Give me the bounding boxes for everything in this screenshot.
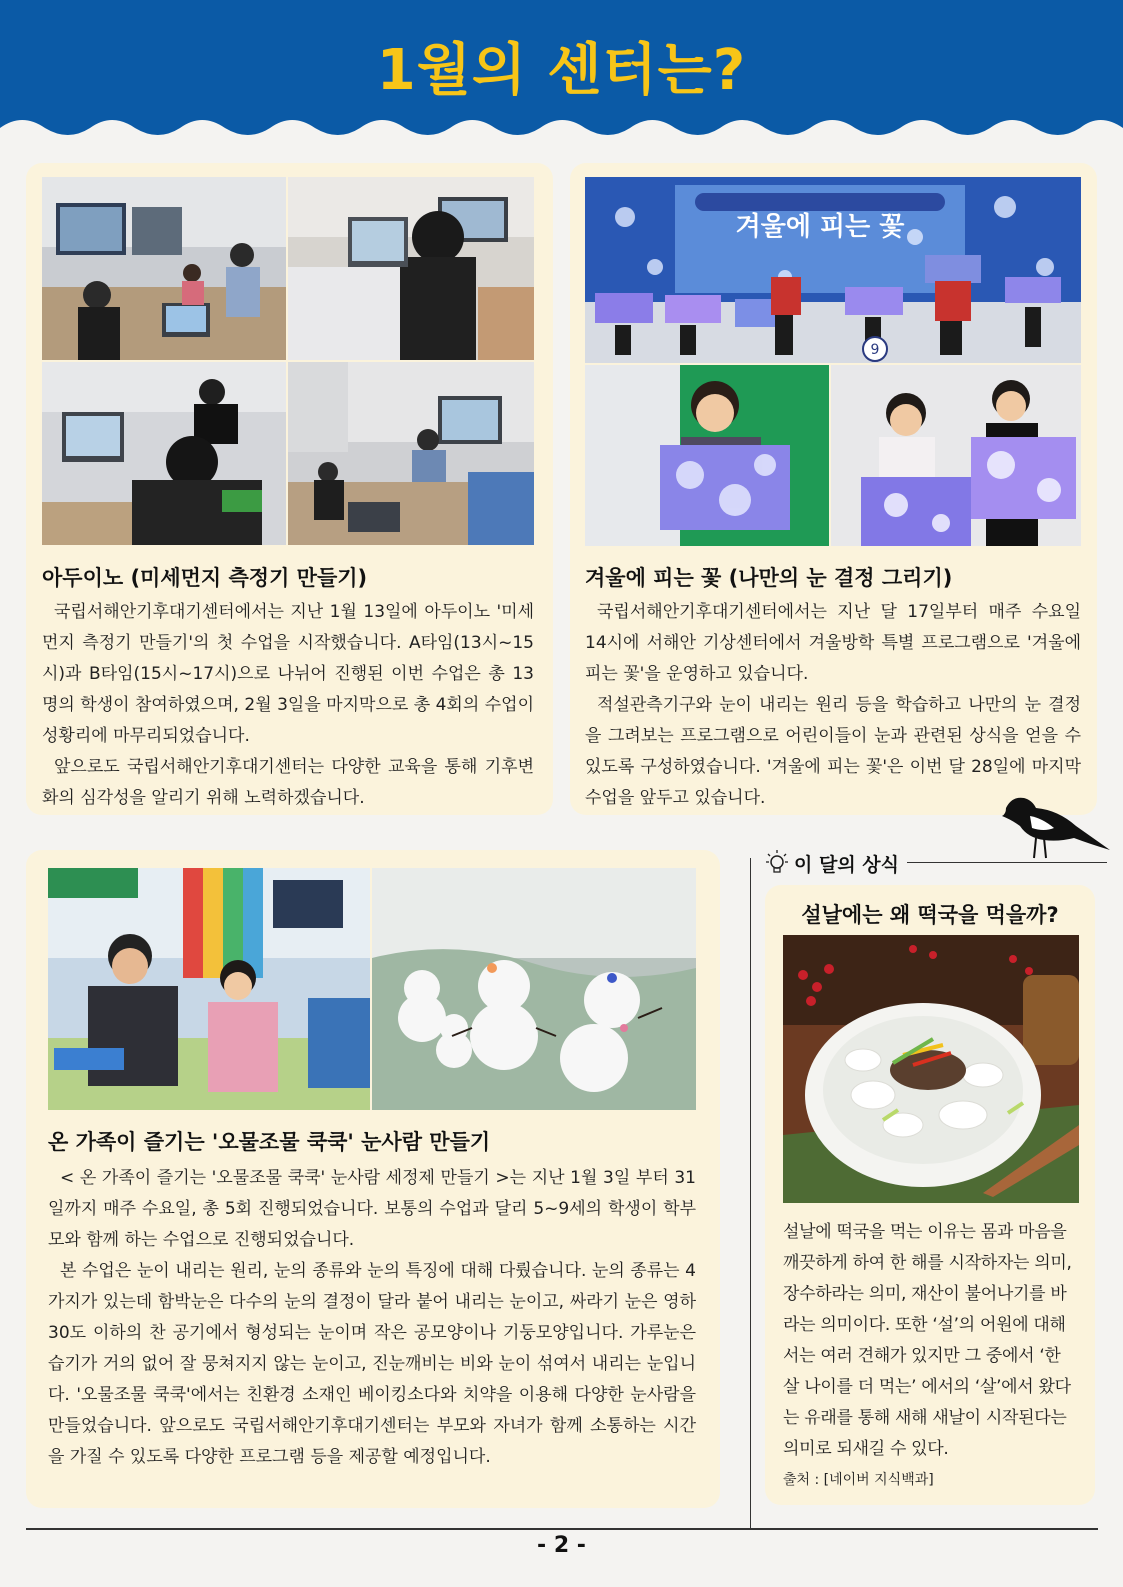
tip-card: [765, 885, 1095, 1505]
snowman-photo-icon: [372, 868, 696, 1110]
tip-section-header: [760, 848, 1120, 878]
article-paragraph: 국립서해안기후대기센터에서는 지난 달 17일부터 매주 수요일 14시에 서해안 기상센터에서 겨울방학 특별 프로그램으로 '겨울에 피는 꽃'을 운영하고 있습니다.: [585, 602, 1081, 684]
column-divider: [750, 858, 751, 1528]
portrait-photo-icon: [831, 365, 1081, 546]
article-card-winter-flower: [570, 163, 1097, 815]
article-body: [42, 597, 534, 814]
lightbulb-icon: [766, 850, 788, 876]
photo-banner-label: 겨울에 피는 꽃: [735, 212, 905, 242]
article-title: 겨울에 피는 꽃 (나만의 눈 결정 그리기): [585, 566, 953, 590]
article-paragraph: < 온 가족이 즐기는 '오물조물 쿡쿡' 눈사람 세정제 만들기 >는 지난 1월 3일 부터 31일까지 매주 수요일, 총 5회 진행되었습니다. 보통의 수업과 달리 5~9세의 학생이 학부모와 함께 하는 수업으로 진행되었습니다.: [48, 1168, 696, 1250]
tteokguk-photo-icon: [783, 935, 1079, 1203]
page-title: 1월의 센터는?: [376, 38, 747, 103]
tip-title: 설날에는 왜 떡국을 먹을까?: [801, 903, 1059, 927]
article-body: [585, 597, 1081, 814]
footer-rule: [26, 1528, 1098, 1530]
photo-classroom-2: [288, 177, 534, 360]
photo-classroom-3: [42, 362, 286, 545]
classroom-photo-icon: [42, 362, 286, 545]
photo-snowmen-craft: [372, 868, 696, 1110]
photo-family-class: [48, 868, 370, 1110]
tip-source: 출처 : [네이버 지식백과]: [783, 1472, 934, 1488]
article-paragraph: 본 수업은 눈이 내리는 원리, 눈의 종류와 눈의 특징에 대해 다뤘습니다. 눈의 종류는 4가지가 있는데 함박눈은 다수의 눈의 결정이 달라 붙어 내리는 눈이고, 싸라기 눈은 영하 30도 이하의 찬 공기에서 형성되는 눈이며 작은 공모양이나 기둥모양입니다. 가루눈은 습기가 거의 없어 잘 뭉쳐지지 않는 눈이고, 진눈깨비는 비와 눈이 섞여서 내리는 눈입니다. '오물조물 쿡쿡'에서는 친환경 소재인 베이킹소다와 치약을 이용해 다양한 눈사람을 만들었습니다. 앞으로도 국립서해안기후대기센터는 부모와 자녀가 함께 소통하는 시간을 가질 수 있도록 다양한 프로그램 등을 제공할 예정입니다.: [48, 1261, 696, 1467]
photo-classroom-4: [288, 362, 534, 545]
photo-number-label: 9: [870, 342, 880, 358]
photo-children-with-art: [831, 365, 1081, 546]
tip-body: 설날에 떡국을 먹는 이유는 몸과 마음을 깨끗하게 하여 한 해를 시작하자는 의미, 장수하라는 의미, 재산이 불어나기를 바라는 의미이다. 또한 ‘설’의 어원에 대해서는 여러 견해가 있지만 그 중에서 ‘한 살 나이를 더 먹는’ 에서의 ‘살’에서 왔다는 유래를 통해 새해 새날이 시작된다는 의미로 되새길 수 있다.: [783, 1222, 1072, 1459]
article-paragraph: 국립서해안기후대기센터에서는 지난 1월 13일에 아두이노 '미세먼지 측정기 만들기'의 첫 수업을 시작했습니다. A타임(13시~15시)과 B타임(15시~17시)으로 나뉘어 진행된 이번 수업은 총 13명의 학생이 참여하였으며, 2월 3일을 마지막으로 총 4회의 수업이 성황리에 마무리되었습니다.: [42, 602, 534, 746]
article-paragraph: 적설관측기구와 눈이 내리는 원리 등을 학습하고 나만의 눈 결정을 그려보는 프로그램으로 어린이들이 눈과 관련된 상식을 얻을 수 있도록 구성하였습니다. '겨울에 피는 꽃'은 이번 달 28일에 마지막 수업을 앞두고 있습니다.: [585, 695, 1081, 808]
article-card-snowman: [26, 850, 720, 1508]
article-title: 온 가족이 즐기는 '오물조물 쿡쿡' 눈사람 만들기: [48, 1130, 491, 1154]
page-number: - 2 -: [537, 1533, 586, 1558]
photo-group-snowflake-art: [585, 177, 1081, 363]
article-body: [48, 1163, 696, 1473]
tip-section-rule: [907, 862, 1107, 863]
article-card-arduino: [26, 163, 553, 815]
article-paragraph: 앞으로도 국립서해안기후대기센터는 다양한 교육을 통해 기후변화의 심각성을 알리기 위해 노력하겠습니다.: [42, 757, 534, 808]
photo-boy-with-art: [585, 365, 829, 546]
classroom-photo-icon: [288, 177, 534, 360]
page-header: [0, 0, 1123, 170]
photo-tteokguk: [783, 935, 1079, 1203]
portrait-photo-icon: [585, 365, 829, 546]
classroom-photo-icon: [48, 868, 370, 1110]
photo-classroom-1: [42, 177, 286, 360]
article-title: 아두이노 (미세먼지 측정기 만들기): [42, 566, 368, 590]
classroom-photo-icon: [288, 362, 534, 545]
group-photo-icon: [585, 177, 1081, 363]
tip-section-label: 이 달의 상식: [794, 854, 899, 876]
classroom-photo-icon: [42, 177, 286, 360]
